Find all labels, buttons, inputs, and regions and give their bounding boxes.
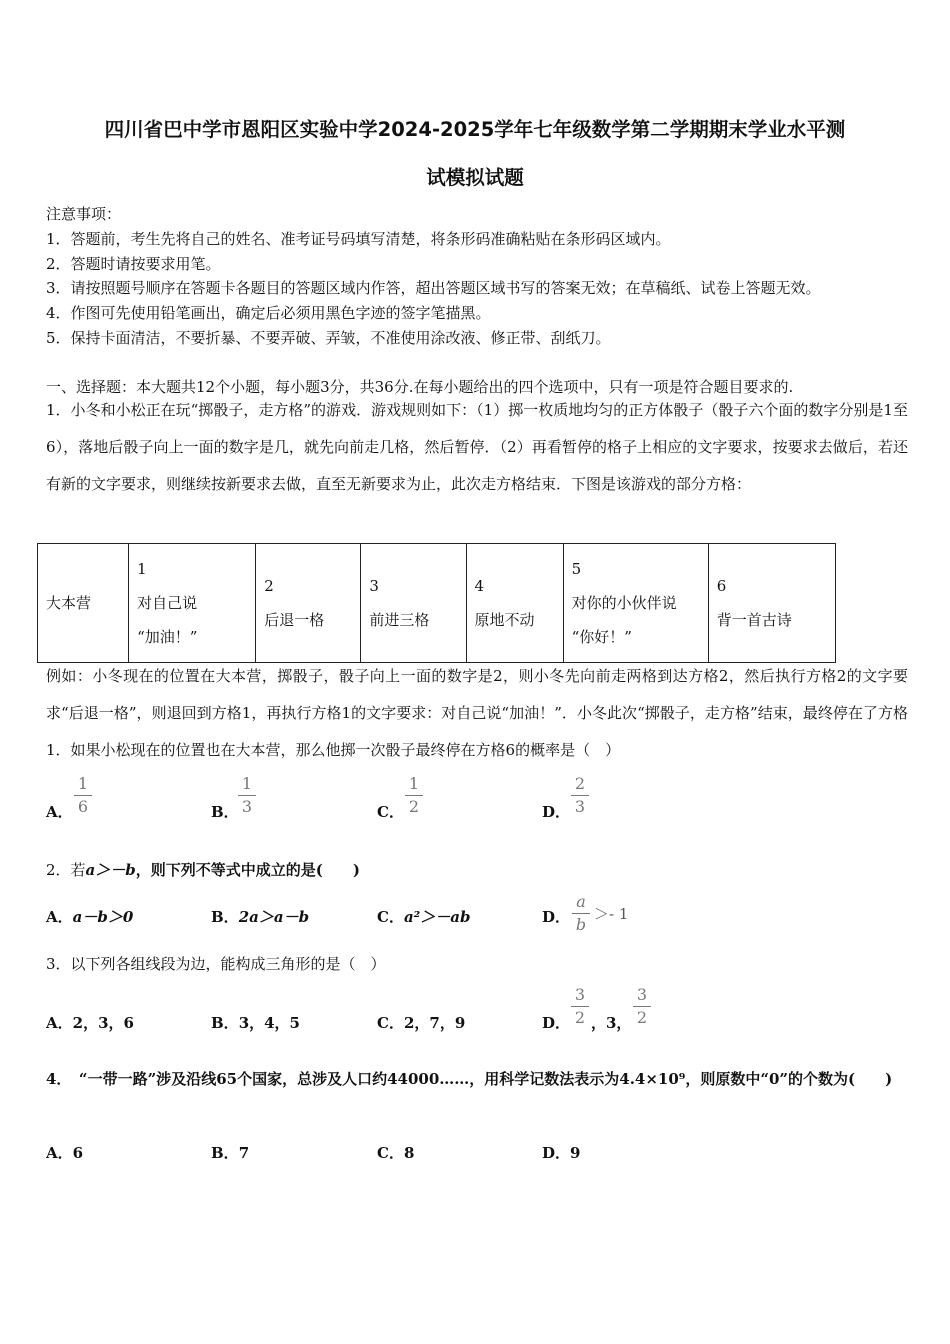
- fraction: a b: [571, 893, 591, 934]
- option-c[interactable]: C．8: [377, 1144, 415, 1162]
- option-a[interactable]: A．2，3，6: [46, 1014, 134, 1032]
- fraction: 3 2: [632, 986, 652, 1027]
- note-item: 3．请按照题号顺序在答题卡各题目的答题区域内作答，超出答题区域书写的答案无效；在草稿纸、试卷上答题无效。: [46, 279, 821, 297]
- fraction-suffix: ＞- 1: [594, 905, 629, 923]
- option-a[interactable]: A．6: [46, 1144, 84, 1162]
- option-a[interactable]: A．: [46, 803, 73, 821]
- page-title-line2: 试模拟试题: [426, 166, 524, 189]
- fraction: 1 2: [404, 775, 424, 816]
- section-heading: 一、选择题：本大题共12个小题，每小题3分，共36分.在每小题给出的四个选项中，只有一项是符合题目要求的.: [46, 378, 794, 396]
- option-b[interactable]: B．2a＞a－b: [211, 908, 310, 926]
- fraction: 2 3: [570, 775, 590, 816]
- fraction: 3 2: [570, 986, 590, 1027]
- cell-2: 2 后退一格: [256, 544, 361, 663]
- cell-3: 3 前进三格: [361, 544, 466, 663]
- option-b[interactable]: B．: [211, 803, 239, 821]
- option-a[interactable]: A．a－b＞0: [46, 908, 134, 926]
- note-item: 5．保持卡面清洁，不要折暴、不要弄破、弄皱，不准使用涂改液、修正带、刮纸刀。: [46, 329, 611, 347]
- option-c[interactable]: C．a²＞－ab: [377, 908, 471, 926]
- option-d[interactable]: D．: [542, 1014, 571, 1032]
- cell-start: 大本营: [38, 544, 129, 663]
- question-1-stem: 1．小冬和小松正在玩“掷骰子，走方格”的游戏．游戏规则如下：（1）掷一枚质地均匀的正方体骰子（骰子六个面的数字分别是1至6），落地后骰子向上一面的数字是几，就先向前走几格，然后暂停．（2）再看暂停的格子上相应的文字要求，按要求去做后，若还有新的文字要求，则继续按新要求去做，直至无新要求为止，此次走方格结束．下图是该游戏的部分方格：: [46, 401, 908, 493]
- option-b[interactable]: B．3，4，5: [211, 1014, 300, 1032]
- notes-heading: 注意事项：: [46, 205, 122, 223]
- note-item: 4．作图可先使用铅笔画出，确定后必须用黑色字迹的签字笔描黑。: [46, 304, 491, 322]
- game-grid-table: [37, 543, 836, 663]
- question-4-stem: 4． “一带一路”涉及沿线65个国家，总涉及人口约44000……，用科学记数法表示为4.4×10⁹，则原数中“0”的个数为( ): [46, 1070, 893, 1088]
- fraction: 1 6: [73, 775, 93, 816]
- option-d[interactable]: D．: [542, 908, 571, 926]
- cell-4: 4 原地不动: [466, 544, 563, 663]
- cell-1: 1 对自己说 “加油！”: [129, 544, 256, 663]
- question-2-stem: 2．若a＞－b，则下列不等式中成立的是( ): [46, 861, 360, 879]
- fraction: 1 3: [237, 775, 257, 816]
- option-d[interactable]: D．: [542, 803, 571, 821]
- option-c[interactable]: C．: [377, 803, 404, 821]
- note-item: 2．答题时请按要求用笔。: [46, 255, 221, 273]
- option-d[interactable]: D．9: [542, 1144, 581, 1162]
- option-b[interactable]: B．7: [211, 1144, 250, 1162]
- question-3-stem: 3．以下列各组线段为边，能构成三角形的是（ ）: [46, 955, 386, 973]
- option-c[interactable]: C．2，7，9: [377, 1014, 466, 1032]
- note-item: 1．答题前，考生先将自己的姓名、准考证号码填写清楚，将条形码准确粘贴在条形码区域内。: [46, 230, 671, 248]
- cell-5: 5 对你的小伙伴说 “你好！”: [563, 544, 708, 663]
- page-title: 四川省巴中学市恩阳区实验中学2024-2025学年七年级数学第二学期期末学业水平测: [104, 118, 846, 141]
- question-1-example: 例如：小冬现在的位置在大本营，掷骰子，骰子向上一面的数字是2，则小冬先向前走两格到达方格2，然后执行方格2的文字要求“后退一格”，则退回到方格1，再执行方格1的文字要求：对自己说“加油！”．小冬此次“掷骰子，走方格”结束，最终停在了方格1．如果小松现在的位置也在大本营，那么他掷一次骰子最终停在方格6的概率是（ ）: [46, 667, 908, 759]
- cell-6: 6 背一首古诗: [708, 544, 835, 663]
- option-separator: ，3，: [591, 1014, 632, 1032]
